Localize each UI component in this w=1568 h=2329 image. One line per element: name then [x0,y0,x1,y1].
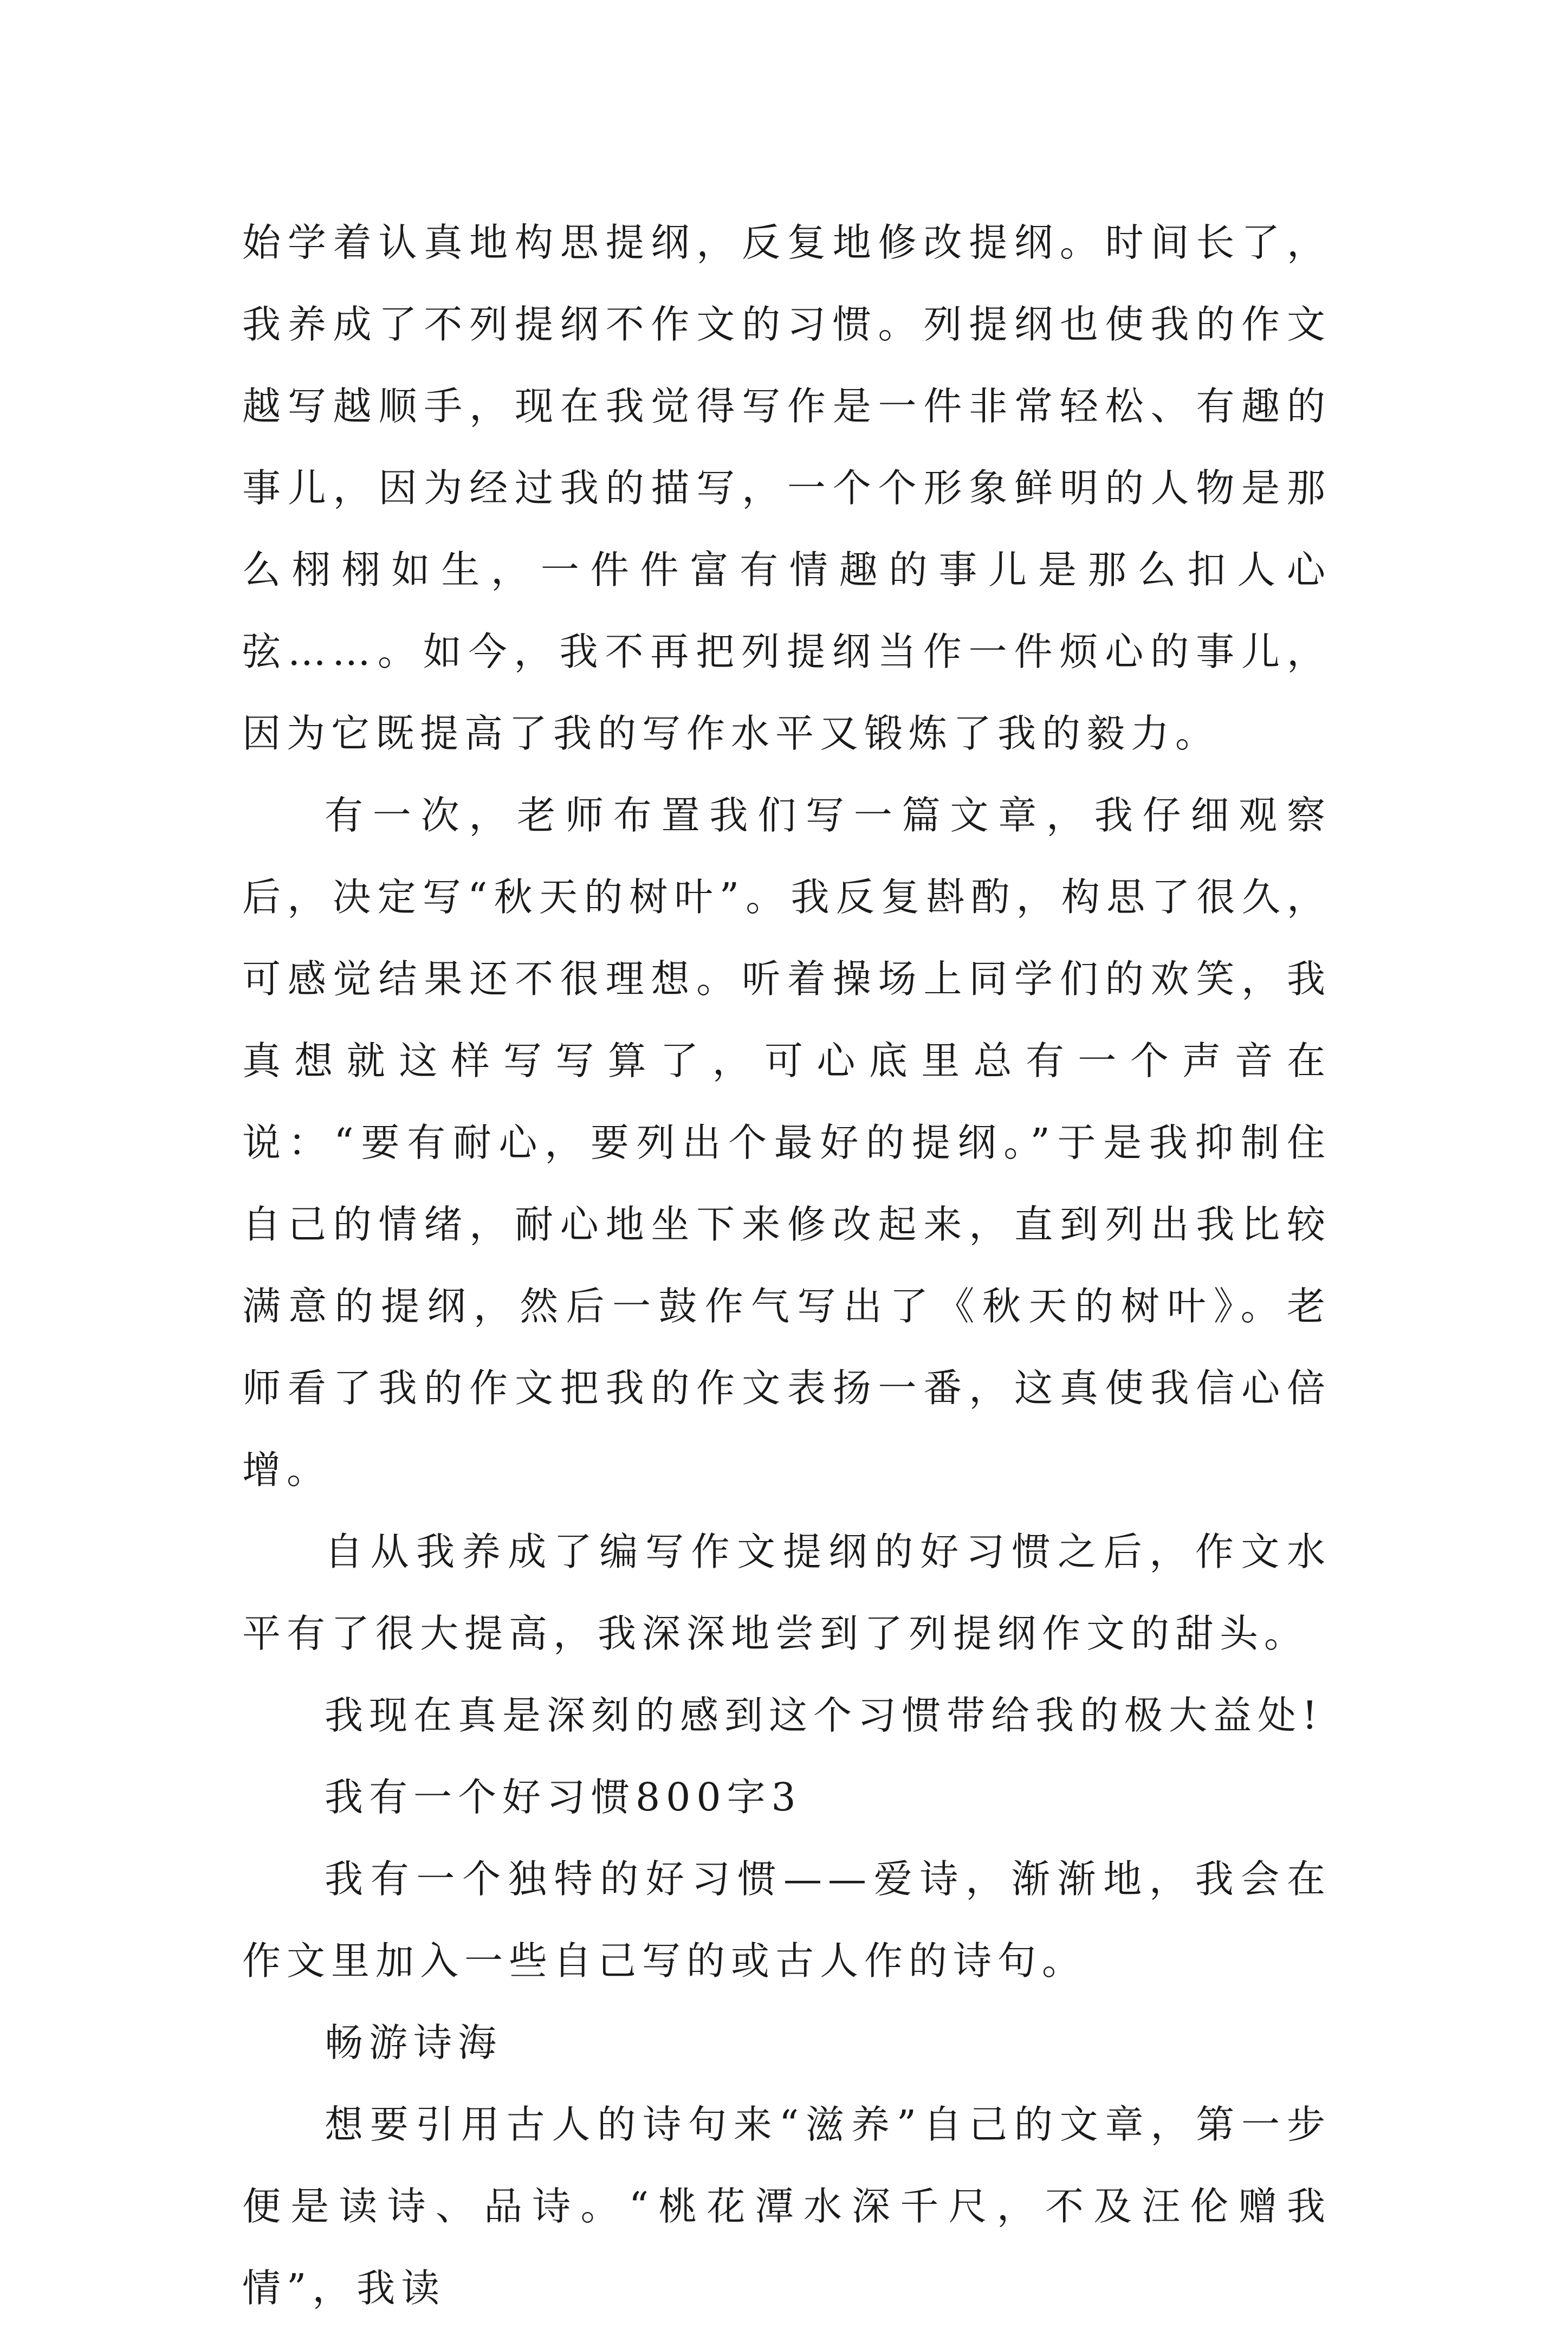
paragraph-5: 我有一个独特的好习惯——爱诗，渐渐地，我会在作文里加入一些自己写的或古人作的诗句。 [242,1856,1331,1983]
paragraph-2: 有一次，老师布置我们写一篇文章，我仔细观察后，决定写“秋天的树叶”。我反复斟酌，构思了很久，可感觉结果还不很理想。听着操场上同学们的欢笑，我真想就这样写写算了，可心底里总有一个声音在说：“要有耐心，要列出个最好的提纲。”于是我抑制住自己的情绪，耐心地坐下来修改起来，直到列出我比较满意的提纲，然后一鼓作气写出了《秋天的树叶》。老师看了我的作文把我的作文表扬一番，这真使我信心倍增。 [242,793,1331,1492]
section-title: 我有一个好习惯800字3 [325,1775,802,1820]
paragraph-1: 始学着认真地构思提纲，反复地修改提纲。时间长了，我养成了不列提纲不作文的习惯。列提纲也使我的作文越写越顺手，现在我觉得写作是一件非常轻松、有趣的事儿，因为经过我的描写，一个个形象鲜明的人物是那么栩栩如生，一件件富有情趣的事儿是那么扣人心弦……。如今，我不再把列提纲当作一件烦心的事儿，因为它既提高了我的写作水平又锻炼了我的毅力。 [242,220,1331,756]
document-body [242,202,1331,2329]
paragraph-6: 想要引用古人的诗句来“滋养”自己的文章，第一步便是读诗、品诗。“桃花潭水深千尺，不及汪伦赠我情”，我读 [242,2102,1331,2311]
paragraph-3: 自从我养成了编写作文提纲的好习惯之后，作文水平有了很大提高，我深深地尝到了列提纲作文的甜头。 [242,1529,1331,1656]
paragraph-4: 我现在真是深刻的感到这个习惯带给我的极大益处! [325,1693,1324,1738]
subsection-title: 畅游诗海 [325,2020,503,2065]
